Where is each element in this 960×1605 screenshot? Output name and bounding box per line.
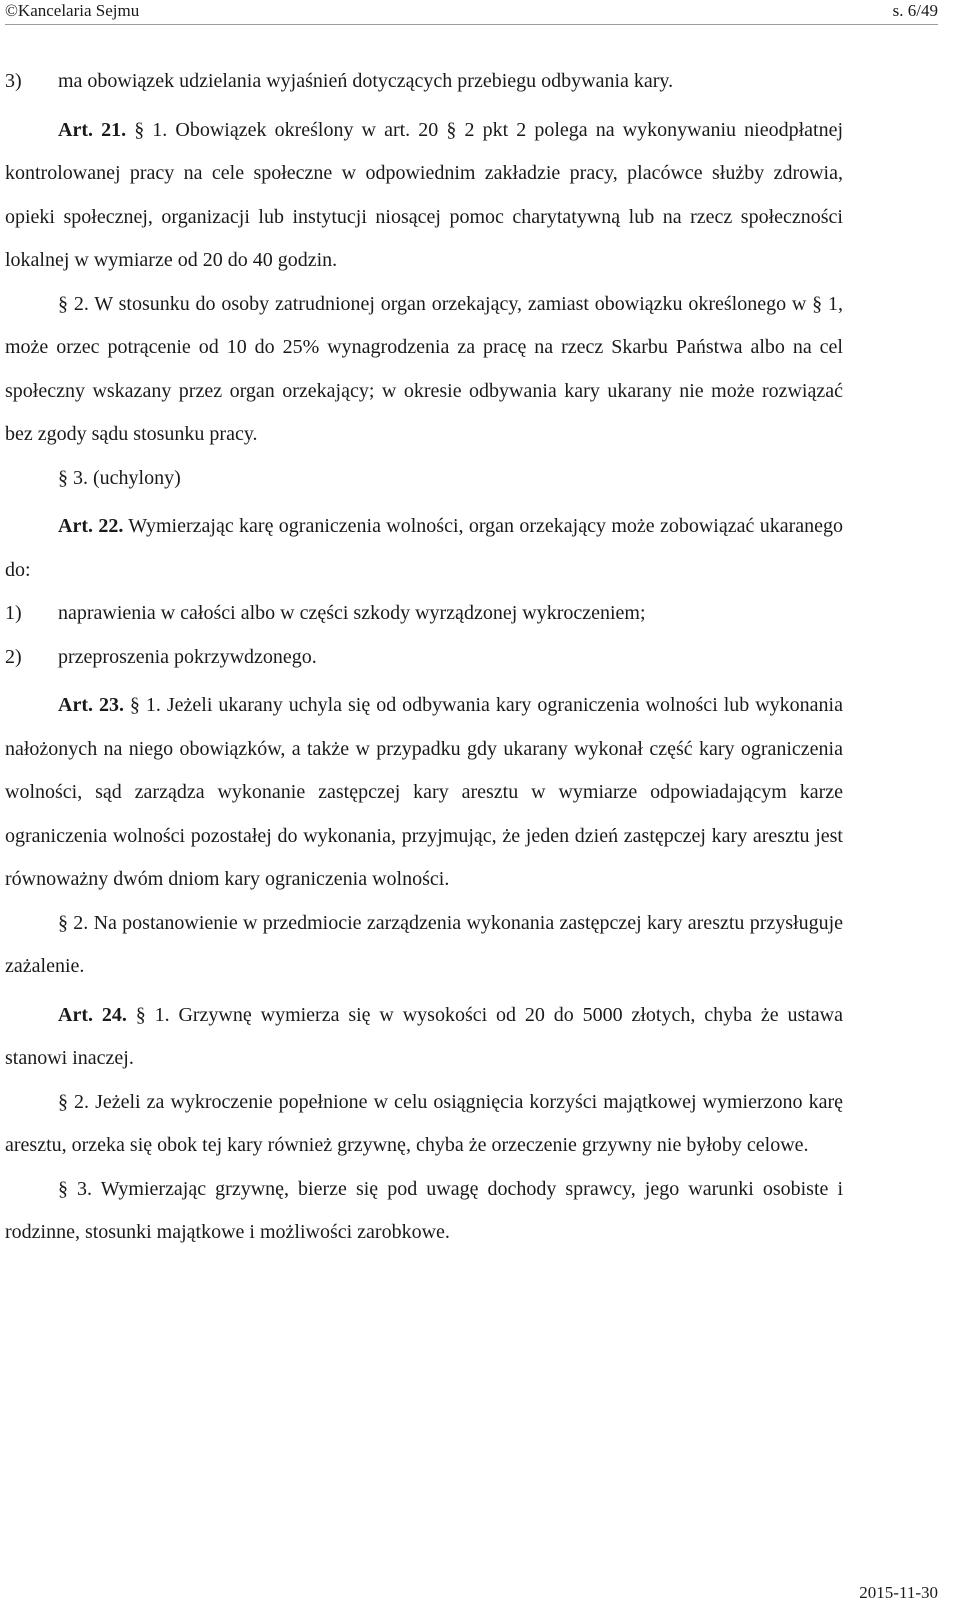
- list-item-text: przeproszenia pokrzywdzonego.: [58, 645, 317, 668]
- list-item-number: 1): [5, 602, 22, 624]
- article-23-label: Art. 23.: [58, 694, 124, 716]
- article-23-section-2: § 2. Na postanowienie w przedmiocie zarządzenia wykonania zastępczej kary aresztu przysługuje zażalenie.: [5, 911, 843, 977]
- article-24-section-3: § 3. Wymierzając grzywnę, bierze się pod uwagę dochody sprawcy, jego warunki osobiste i rodzinne, stosunki majątkowe i możliwości zarobkowe.: [5, 1177, 843, 1243]
- article-21-label: Art. 21.: [58, 118, 127, 141]
- article-24-section-1-text: § 1. Grzywnę wymierza się w wysokości od 20 do 5000 złotych, chyba że ustawa stanowi inaczej.: [5, 1003, 844, 1069]
- list-item-number: 2): [5, 645, 22, 668]
- article-23-section-1: [5, 684, 843, 902]
- header-page-number: s. 6/49: [892, 1, 938, 20]
- article-21-section-1: [5, 109, 843, 283]
- footer-date: 2015-11-30: [859, 1583, 938, 1602]
- list-item-text: ma obowiązek udzielania wyjaśnień dotyczących przebiegu odbywania kary.: [58, 70, 674, 92]
- list-item-text: naprawienia w całości albo w części szkody wyrządzonej wykroczeniem;: [58, 602, 646, 624]
- article-23-section-1-text: § 1. Jeżeli ukarany uchyla się od odbywania kary ograniczenia wolności lub wykonania nałożonych na niego obowiązków, a także w przypadku gdy ukarany wykonał część kary ograniczenia wolności, sąd zarządza wykonanie zastępczej kary aresztu w wymiarze odpowiadającym karze ograniczenia wolności pozostałej do wykonania, przyjmując, że jeden dzień zastępczej kary aresztu jest równoważny dwóm dniom kary ograniczenia wolności.: [5, 694, 843, 890]
- article-21-section-2: § 2. W stosunku do osoby zatrudnionej organ orzekający, zamiast obowiązku określonego w § 1, może orzec potrącenie od 10 do 25% wynagrodzenia za pracę na rzecz Skarbu Państwa albo na cel społeczny wskazany przez organ orzekający; w okresie odbywania kary ukarany nie może rozwiązać bez zgody sądu stosunku pracy.: [5, 292, 843, 445]
- article-21-section-3: § 3. (uchylony): [58, 466, 181, 489]
- article-21-section-1-text: § 1. Obowiązek określony w art. 20 § 2 pkt 2 polega na wykonywaniu nieodpłatnej kontrolowanej pracy na cele społeczne w odpowiednim zakładzie pracy, placówce służby zdrowia, opieki społecznej, organizacji lub instytucji niosącej pomoc charytatywną lub na rzecz społeczności lokalnej w wymiarze od 20 do 40 godzin.: [5, 118, 843, 271]
- article-24-label: Art. 24.: [58, 1003, 127, 1026]
- list-item: [5, 592, 843, 636]
- article-22-text: Wymierzając karę ograniczenia wolności, organ orzekający może zobowiązać ukaranego do:: [5, 515, 843, 581]
- article-24-section-1: [5, 994, 843, 1081]
- header-source: ©Kancelaria Sejmu: [5, 1, 140, 20]
- page-header: [5, 0, 938, 25]
- article-22-label: Art. 22.: [58, 515, 124, 537]
- article-24-section-2: § 2. Jeżeli za wykroczenie popełnione w celu osiągnięcia korzyści majątkowej wymierzono karę aresztu, orzeka się obok tej kary również grzywnę, chyba że orzeczenie grzywny nie byłoby celowe.: [5, 1090, 843, 1156]
- list-item: [5, 636, 843, 680]
- list-item-number: 3): [5, 70, 22, 92]
- list-item: [5, 60, 843, 104]
- document-body: [5, 60, 843, 1255]
- article-22: [5, 505, 843, 592]
